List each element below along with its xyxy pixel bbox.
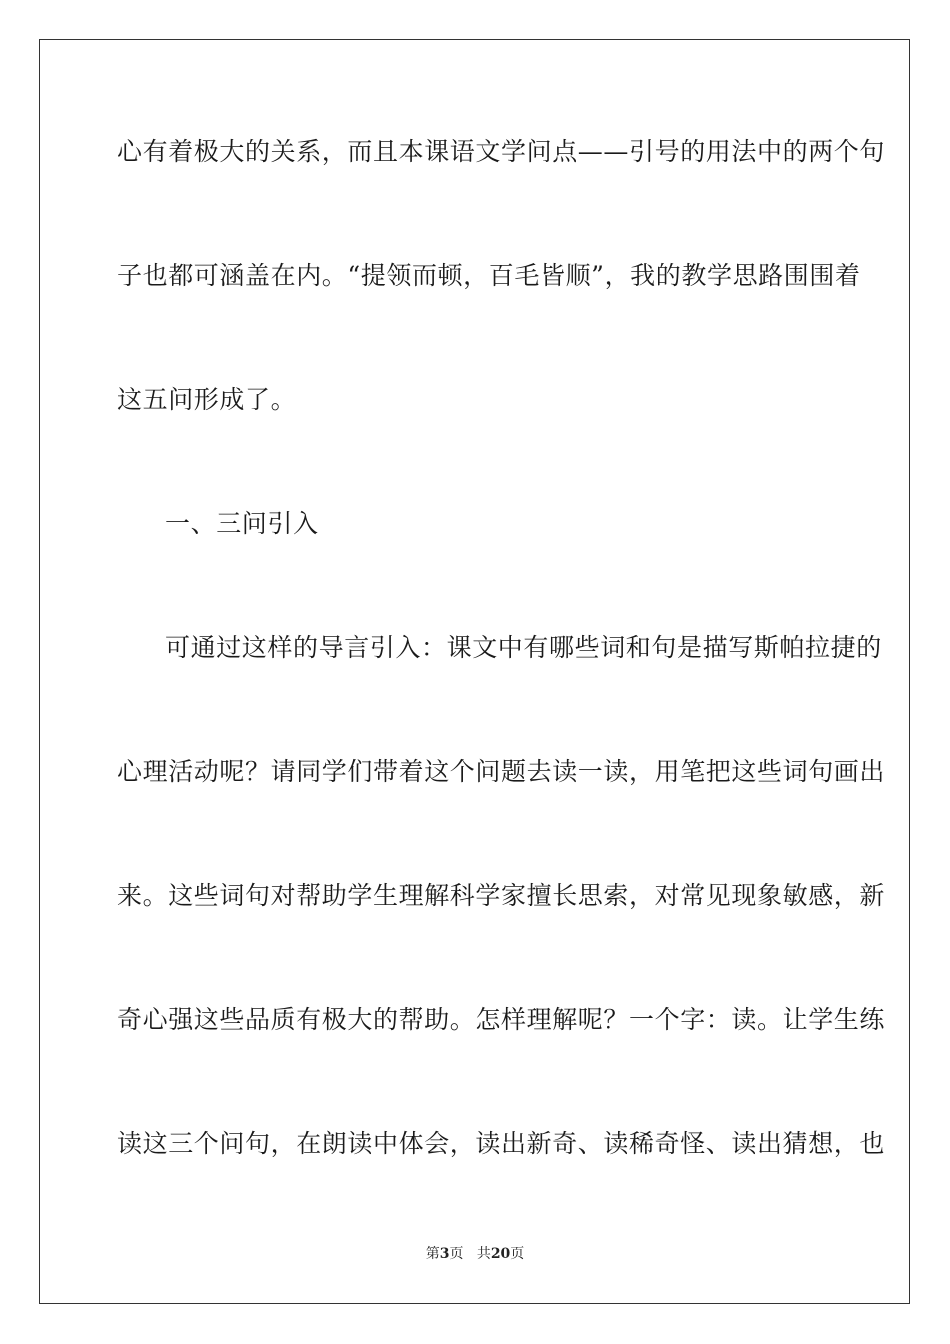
- page-footer: [0, 1245, 950, 1263]
- page-border: [39, 39, 910, 1304]
- total-prefix: 共: [476, 1246, 491, 1262]
- page-suffix: 页: [449, 1246, 464, 1262]
- text-line-3: 这五问形成了。: [117, 385, 297, 414]
- page-prefix: 第: [425, 1246, 440, 1262]
- text-line-1: 心有着极大的关系，而且本课语文学问点——引号的用法中的两个句: [117, 137, 886, 166]
- total-suffix: 页: [510, 1246, 525, 1262]
- text-line-2: 子也都可涵盖在内。“提领而顿，百毛皆顺”，我的教学思路围围着: [117, 261, 861, 290]
- text-line-6: 心理活动呢？请同学们带着这个问题去读一读，用笔把这些词句画出: [117, 757, 886, 786]
- text-line-8: 奇心强这些品质有极大的帮助。怎样理解呢？一个字：读。让学生练: [117, 1005, 886, 1034]
- text-line-9: 读这三个问句，在朗读中体会，读出新奇、读稀奇怪、读出猜想，也: [117, 1129, 886, 1158]
- total-pages: 20: [490, 1246, 511, 1262]
- text-line-7: 来。这些词句对帮助学生理解科学家擅长思索，对常见现象敏感，新: [117, 881, 886, 910]
- text-line-5: 可通过这样的导言引入：课文中有哪些词和句是描写斯帕拉捷的: [165, 633, 882, 662]
- page-number: 3: [439, 1246, 450, 1262]
- section-heading: 一、三问引入: [165, 509, 319, 538]
